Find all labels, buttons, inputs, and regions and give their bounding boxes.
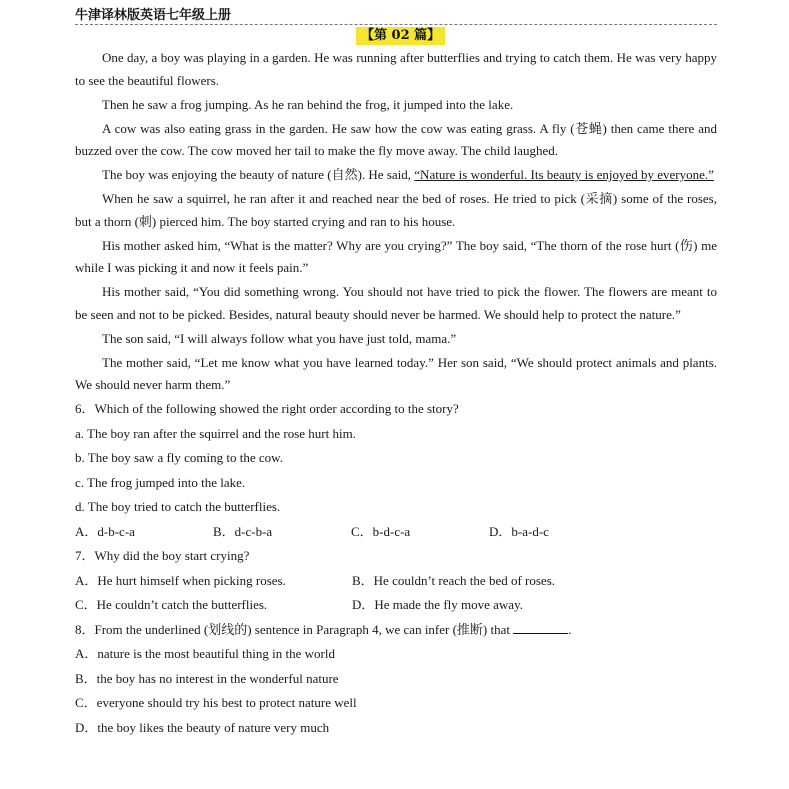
question-7-options-row-2	[75, 594, 717, 617]
q8-option-d: D．the boy likes the beauty of nature very much	[75, 719, 330, 735]
question-8-stem	[75, 619, 717, 642]
event-c: c. The frog jumped into the lake.	[75, 474, 246, 490]
question-8-stem-end: .	[568, 621, 572, 637]
paragraph-6: His mother asked him, “What is the matter? Why are you crying?” The boy said, “The thorn of the rose hurt (伤) me while I was picking it and now it feels pain.”	[75, 237, 717, 275]
q8-option-a: A．nature is the most beautiful thing in the world	[75, 646, 335, 661]
event-d: d. The boy tried to catch the butterflies.	[75, 499, 281, 514]
q6-option-d: D．b-a-d-c	[489, 523, 549, 539]
underlined-sentence: “Nature is wonderful. Its beauty is enjoyed by everyone.”	[414, 167, 714, 182]
q6-option-c: C．b-d-c-a	[351, 523, 411, 539]
book-title: 牛津译林版英语七年级上册	[75, 8, 232, 23]
answer-blank	[513, 621, 568, 634]
paragraph-1: One day, a boy was playing in a garden. He was running after butterflies and trying to catch them. He was very happy to see the beautiful flowers.	[75, 50, 717, 88]
event-b: b. The boy saw a fly coming to the cow.	[75, 450, 283, 465]
q8-option-c: C．everyone should try his best to protect nature well	[75, 695, 357, 710]
paragraph-7: His mother said, “You did something wrong. You should not have tried to pick the flower. The flowers are meant to be seen and not to be picked. Besides, natural beauty should never be harmed. We should help to protect the nature.”	[75, 284, 717, 322]
question-7-options-row-1	[75, 570, 717, 593]
paragraph-2: Then he saw a frog jumping. As he ran behind the frog, it jumped into the lake.	[102, 96, 514, 112]
paragraph-3: A cow was also eating grass in the garden. He saw how the cow was eating grass. A fly (苍蝇) then came there and buzzed over the cow. The cow moved her tail to make the fly move away. The child laughed.	[75, 120, 717, 158]
q7-option-c: C．He couldn’t catch the butterflies.	[75, 597, 268, 612]
question-8-stem-text: 8．From the underlined (划线的) sentence in Paragraph 4, we can infer (推断) that	[75, 621, 511, 637]
paragraph-9: The mother said, “Let me know what you have learned today.” Her son said, “We should protect animals and plants. We should never harm them.”	[75, 354, 717, 392]
q8-option-b: B．the boy has no interest in the wonderful nature	[75, 670, 339, 686]
q6-option-b: B．d-c-b-a	[213, 523, 273, 539]
paragraph-4-text: The boy was enjoying the beauty of nature (自然). He said,	[102, 167, 415, 182]
event-a: a. The boy ran after the squirrel and the rose hurt him.	[75, 425, 356, 441]
question-6	[75, 398, 717, 543]
header-divider	[75, 24, 717, 25]
q7-option-a: A．He hurt himself when picking roses.	[75, 572, 286, 588]
paragraph-8: The son said, “I will always follow what you have just told, mama.”	[102, 330, 457, 346]
q6-option-a: A．d-b-c-a	[75, 523, 135, 539]
q7-option-b: B．He couldn’t reach the bed of roses.	[352, 572, 556, 588]
reading-passage	[75, 47, 717, 397]
q7-option-d: D．He made the fly move away.	[352, 597, 523, 612]
question-8	[75, 619, 717, 740]
question-7	[75, 545, 717, 617]
document-body	[75, 47, 717, 741]
question-6-stem: 6．Which of the following showed the right order according to the story?	[75, 401, 459, 416]
question-7-stem: 7．Why did the boy start crying?	[75, 548, 250, 563]
question-6-options	[75, 521, 717, 544]
paragraph-5: When he saw a squirrel, he ran after it and reached near the bed of roses. He tried to pick (采摘) some of the roses, but a thorn (刺) pierced him. The boy started crying and ran to his house.	[75, 191, 717, 229]
section-label: 【第 02 篇】	[356, 27, 445, 45]
paragraph-4	[75, 164, 717, 187]
